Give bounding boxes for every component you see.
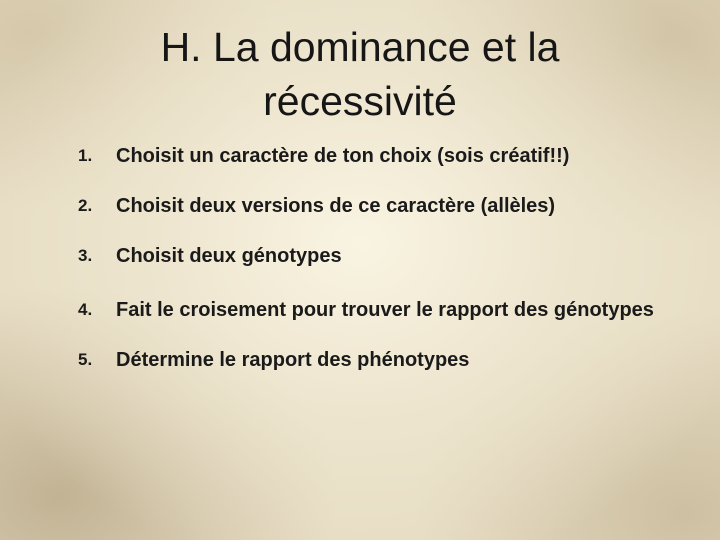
list-item-number: 4. — [78, 300, 93, 319]
list-item-number: 2. — [78, 196, 93, 215]
list-item-text: Détermine le rapport des phénotypes — [116, 349, 470, 371]
list-item — [78, 142, 678, 170]
list-item — [78, 346, 678, 374]
list-item-number: 5. — [78, 350, 93, 369]
list-item — [78, 242, 678, 270]
numbered-list — [78, 142, 678, 396]
list-item-number: 3. — [78, 246, 93, 265]
list-item-text: Choisit deux génotypes — [116, 245, 342, 267]
slide-title-line-2: récessivité — [263, 78, 457, 124]
slide-title — [0, 20, 720, 128]
list-item-text: Choisit un caractère de ton choix (sois créatif!!) — [116, 145, 570, 167]
slide-title-line-1: H. La dominance et la — [160, 24, 560, 70]
list-item-text: Choisit deux versions de ce caractère (allèles) — [116, 195, 556, 217]
list-item-text: Fait le croisement pour trouver le rapport des génotypes — [116, 299, 654, 321]
list-item — [78, 296, 678, 324]
list-item — [78, 192, 678, 220]
list-item-number: 1. — [78, 146, 93, 165]
